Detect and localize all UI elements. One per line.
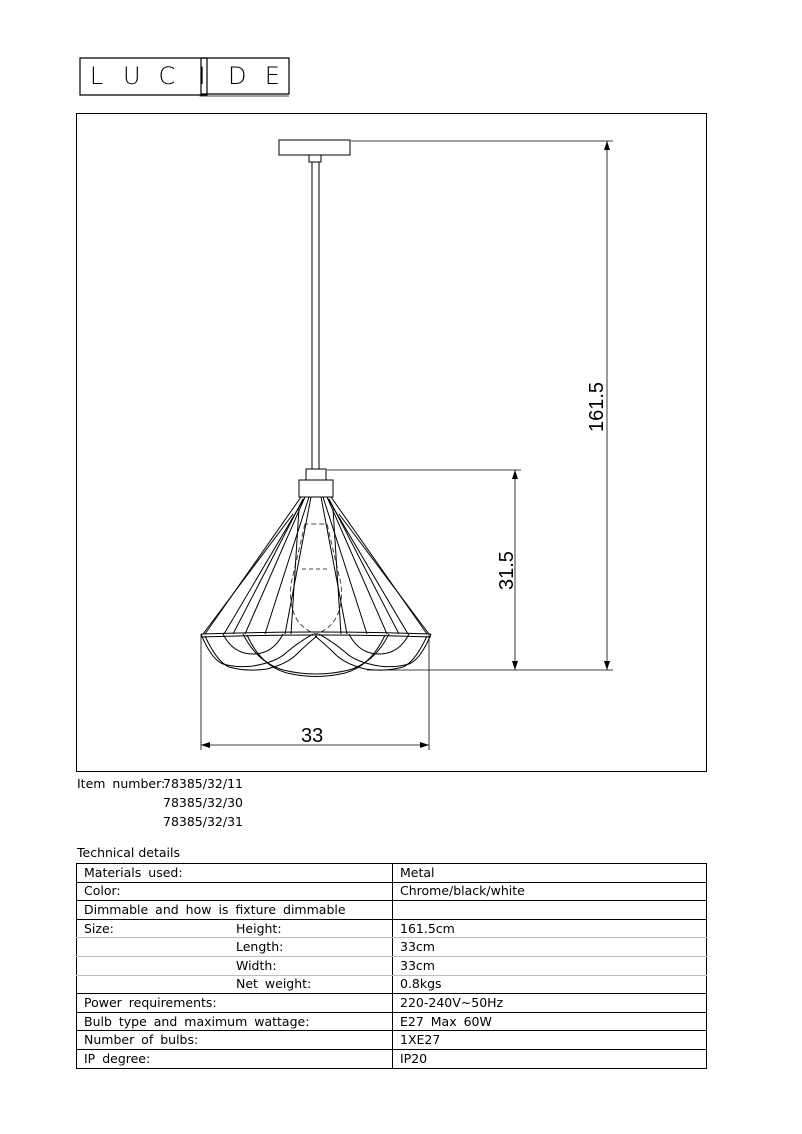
item-number-label: Item number: [77, 776, 166, 791]
table-row [77, 1049, 707, 1068]
logo-letter: I [198, 61, 206, 90]
spec-sublabel: Net weight: [236, 976, 312, 992]
spec-label: Bulb type and maximum wattage: [77, 1012, 393, 1031]
shade-height-label: 31.5 [496, 551, 518, 590]
technical-details-title: Technical details [77, 845, 181, 860]
spec-label: Color: [77, 882, 393, 901]
spec-value: Metal [393, 864, 707, 883]
spec-value: 33cm [393, 956, 707, 975]
logo-letter: U [122, 61, 141, 90]
spec-label-cell [77, 938, 393, 957]
logo-letter: D [227, 61, 247, 90]
spec-label: Power requirements: [77, 994, 393, 1013]
spec-label-cell [77, 956, 393, 975]
pendant-lamp-drawing [77, 114, 708, 773]
spec-sublabel: Width: [236, 957, 277, 973]
total-height-label: 161.5 [586, 381, 608, 432]
logo-letter: L [89, 61, 104, 90]
spec-value: Chrome/black/white [393, 882, 707, 901]
item-number: 78385/32/31 [163, 814, 243, 829]
table-row [77, 994, 707, 1013]
spec-value: IP20 [393, 1049, 707, 1068]
spec-value: 0.8kgs [393, 975, 707, 994]
spec-value: E27 Max 60W [393, 1012, 707, 1031]
spec-label-cell [77, 975, 393, 994]
cage-wires [203, 497, 429, 634]
spec-value: 1XE27 [393, 1031, 707, 1050]
ceiling-canopy [279, 140, 350, 155]
spec-sublabel: Height: [236, 920, 282, 936]
spec-value [393, 901, 707, 920]
table-row [77, 1012, 707, 1031]
spec-value: 161.5cm [393, 919, 707, 938]
technical-drawing [76, 113, 707, 772]
logo-letter: E [264, 61, 280, 90]
spec-label: Number of bulbs: [77, 1031, 393, 1050]
table-row [77, 938, 707, 957]
brand-logo [79, 57, 290, 96]
diameter-label: 33 [301, 725, 324, 747]
table-row [77, 901, 707, 920]
table-row [77, 1031, 707, 1050]
logo-letters [79, 57, 290, 94]
technical-details-table [76, 863, 707, 1069]
spec-label-cell [77, 919, 393, 938]
table-row [77, 919, 707, 938]
logo-letter: C [158, 61, 176, 90]
lamp-holder [299, 480, 333, 497]
item-number: 78385/32/30 [163, 795, 243, 810]
table-row [77, 975, 707, 994]
spec-sublabel: Length: [236, 939, 284, 955]
spec-label: Dimmable and how is fixture dimmable [77, 901, 393, 920]
table-row [77, 864, 707, 883]
spec-label: Size: [84, 920, 114, 936]
spec-value: 220-240V~50Hz [393, 994, 707, 1013]
canopy-connector [309, 155, 321, 162]
spec-label: IP degree: [77, 1049, 393, 1068]
table-row [77, 956, 707, 975]
spec-label: Materials used: [77, 864, 393, 883]
table-row [77, 882, 707, 901]
spec-value: 33cm [393, 938, 707, 957]
item-number: 78385/32/11 [163, 776, 243, 791]
